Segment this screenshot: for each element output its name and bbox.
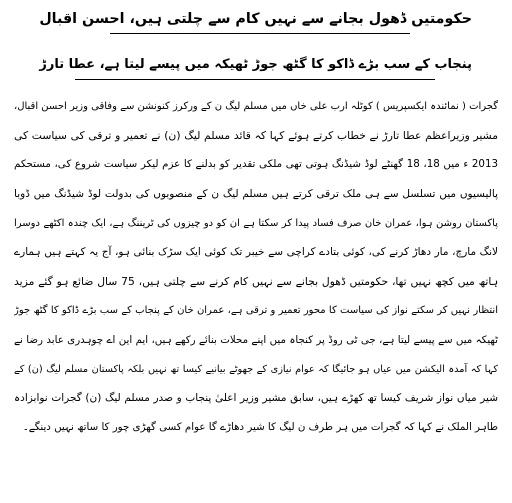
body-line: مشیر وزیراعظم عطا تارڑ نے خطاب کرتے ہوئے کہا کہ قائد مسلم لیگ (ن) نے تعمیر و ترقی کی سیاست کی <box>14 129 498 143</box>
article-body <box>14 92 498 442</box>
body-line: ہاتھ میں کچھ نہیں تھا، حکومتیں ڈھول بجانے سے نہیں کام کرنے سے چلتی ہیں، 75 سال ضائع ہو گئے مزید <box>14 275 498 289</box>
body-line: ٹھیکہ میں سے پیسے لیتا ہے، جی ٹی روڈ پر کنجاہ میں اپنے محلات بنائے رکھے ہیں، ایم این اے چوہدری عابد رضا نے <box>14 333 498 346</box>
body-line: انتظار نہیں کر سکتے نواز کی سیاست کا محور تعمیر و ترقی ہے، عمران خان کے پنجاب کے سب بڑے ڈاکو کا گٹھ جوڑ <box>14 305 498 317</box>
body-line: 2013 ء میں 18، 18 گھنٹے لوڈ شیڈنگ ہوتی تھی ملکی تقدیر کو بدلنے کا عزم لیکر سیاست شروع کی، مستحکم <box>14 158 498 171</box>
body-line: لانگ مارچ، مار دھاڑ کرنے کی، کوئی بتادے کراچی سے خیبر تک کوئی ایک سڑک بنائی ہو، آج یہ کہتے ہیں ہمارے <box>14 245 498 258</box>
body-line: پاکستان روشن ہوا، عمران خان صرف فساد پیدا کر سکتا ہے ان کو دو چیزوں کی ٹریننگ ہے، ایک چندہ اکٹھے دوسرا <box>14 217 498 229</box>
body-line: گجرات ( نمائندہ ایکسپریس ) کوٹلہ ارب علی خاں میں مسلم لیگ ن کے ورکرز کنونشن سے وفاقی وزیر احسن اقبال، <box>14 101 498 112</box>
subheadline-underline <box>75 79 435 80</box>
headline: حکومتیں ڈھول بجانے سے نہیں کام سے چلتی ہیں، احسن اقبال <box>39 11 472 27</box>
body-line: پالیسیوں میں تسلسل سے ہی ملک ترقی کرتے ہیں مسلم لیگ ن کے منصوبوں کی بدولت لوڈ شیڈنگ میں ڈوبا <box>14 187 498 200</box>
body-line: شیر میاں نواز شریف کیسا تھ کھڑے ہیں، سابق مشیر وزیر اعلیٰ پنجاب و صدر مسلم لیگ (ن) گجرات نوابزادہ <box>14 391 498 404</box>
subheadline: پنجاب کے سب بڑے ڈاکو کا گٹھ جوڑ ٹھیکہ میں پیسے لیتا ہے، عطا تارڑ <box>39 57 472 72</box>
body-line: کہا کہ آمدہ الیکشن میں عیاں ہو جائیگا کہ عوام نیازی کے جھوٹے بیانیے کیسا تھ نہیں بلکہ پاکستان مسلم لیگ (ن) کے <box>14 363 498 375</box>
headline-underline <box>110 33 410 34</box>
body-line: طاہر الملک نے کہا کہ گجرات میں ہر طرف ن لیگ کا شیر دھاڑے گا عوام کسی گھڑی چور کا ساتھ نہیں دینگے۔ <box>22 421 498 434</box>
